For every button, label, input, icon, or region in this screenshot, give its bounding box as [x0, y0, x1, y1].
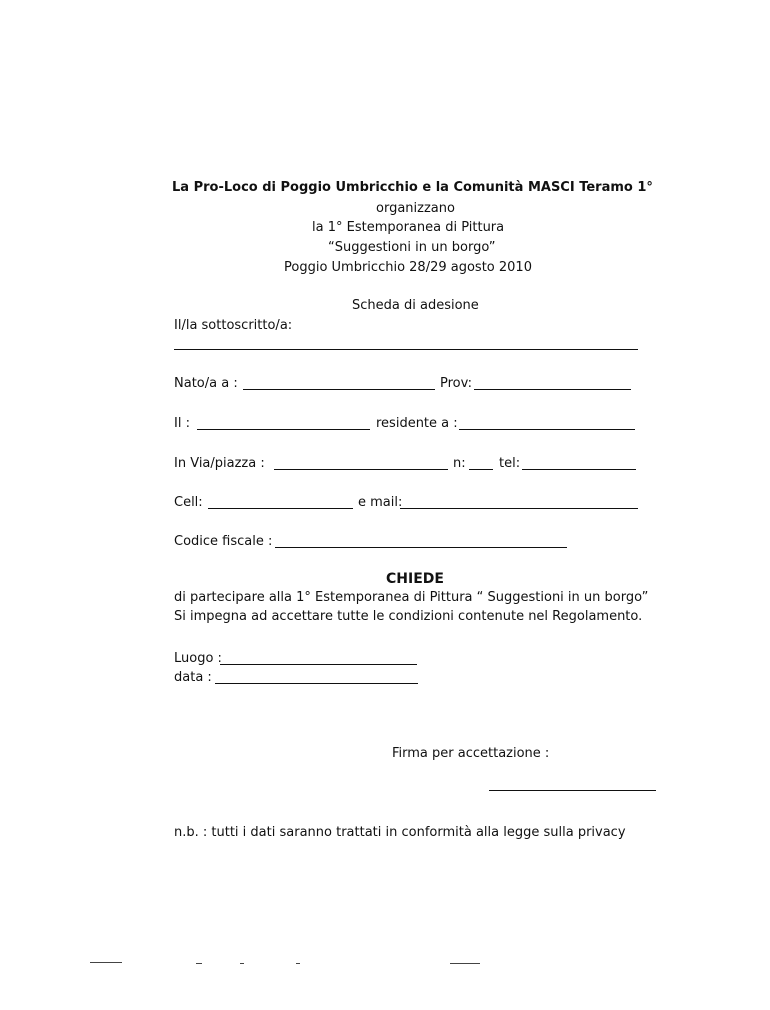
scan-mark — [296, 963, 300, 964]
scan-mark — [240, 963, 244, 964]
request-heading: CHIEDE — [386, 571, 444, 587]
number-field[interactable] — [469, 469, 493, 470]
born-place-field[interactable] — [243, 389, 435, 390]
privacy-note: n.b. : tutti i dati saranno trattati in conformità alla legge sulla privacy — [174, 825, 626, 840]
birth-date-field[interactable] — [197, 429, 370, 430]
email-label: e mail: — [358, 495, 403, 510]
header-line-place-date: Poggio Umbricchio 28/29 agosto 2010 — [284, 260, 532, 275]
subscriber-name-field[interactable] — [174, 349, 638, 350]
street-label: In Via/piazza : — [174, 456, 265, 471]
date-label: data : — [174, 670, 212, 685]
email-field[interactable] — [400, 508, 638, 509]
scan-mark — [196, 963, 202, 964]
birth-date-label: Il : — [174, 416, 190, 431]
place-field[interactable] — [220, 664, 417, 665]
header-line-organize: organizzano — [376, 201, 455, 216]
number-label: n: — [453, 456, 466, 471]
subscriber-label: Il/la sottoscritto/a: — [174, 318, 293, 333]
prov-field[interactable] — [474, 389, 631, 390]
signature-field[interactable] — [489, 790, 656, 791]
place-label: Luogo : — [174, 651, 222, 666]
prov-label: Prov: — [440, 376, 472, 391]
scan-mark — [450, 963, 480, 964]
date-field[interactable] — [215, 683, 418, 684]
resident-field[interactable] — [459, 429, 635, 430]
header-line-event: la 1° Estemporanea di Pittura — [312, 220, 505, 235]
tax-code-label: Codice fiscale : — [174, 534, 273, 549]
header-line-organizers: La Pro-Loco di Poggio Umbricchio e la Comunità MASCI Teramo 1° — [172, 180, 653, 195]
form-title: Scheda di adesione — [352, 298, 479, 313]
phone-label: tel: — [499, 456, 521, 471]
mobile-field[interactable] — [208, 508, 353, 509]
phone-field[interactable] — [522, 469, 636, 470]
request-line-acceptance: Si impegna ad accettare tutte le condizioni contenute nel Regolamento. — [174, 609, 643, 624]
signature-label: Firma per accettazione : — [392, 746, 550, 761]
header-line-event-title: “Suggestioni in un borgo” — [328, 240, 496, 255]
born-label: Nato/a a : — [174, 376, 238, 391]
mobile-label: Cell: — [174, 495, 203, 510]
scan-mark — [90, 962, 122, 963]
street-field[interactable] — [274, 469, 448, 470]
request-line-participation: di partecipare alla 1° Estemporanea di Pittura “ Suggestioni in un borgo” — [174, 590, 649, 605]
resident-label: residente a : — [376, 416, 458, 431]
tax-code-field[interactable] — [275, 547, 567, 548]
